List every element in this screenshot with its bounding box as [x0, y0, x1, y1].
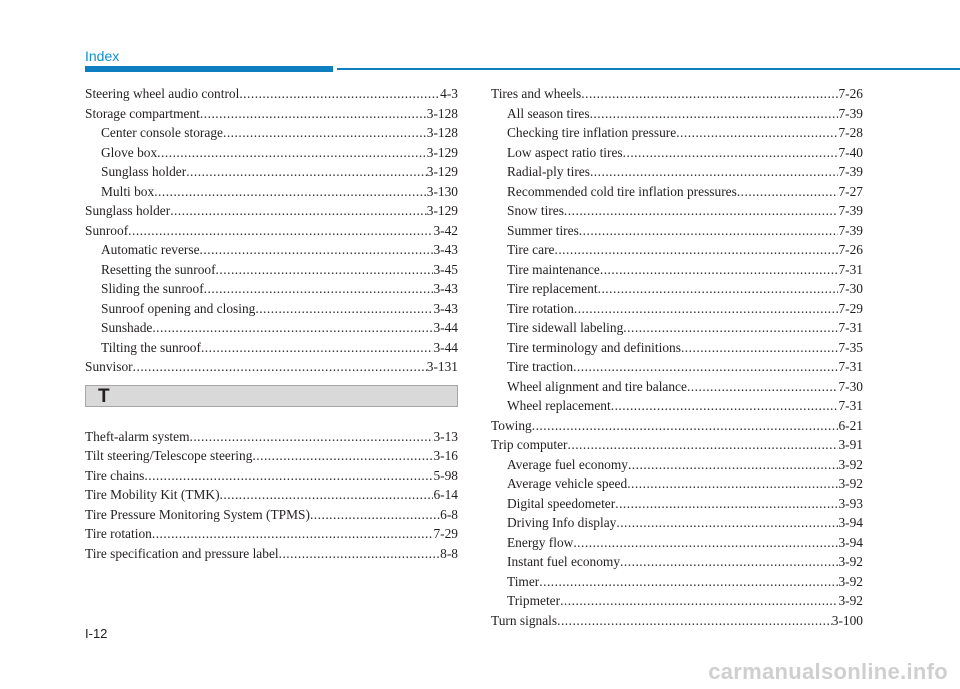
- entry-page: 3-42: [433, 222, 458, 238]
- entry-text: Checking tire inflation pressure: [507, 125, 677, 140]
- dot-leader: [152, 318, 433, 338]
- dot-leader: [186, 162, 427, 182]
- entry-text: Sliding the sunroof: [101, 281, 204, 296]
- watermark: carmanualsonline.info: [708, 659, 948, 684]
- entry-text: Tire specification and pressure label: [85, 545, 279, 561]
- entry-page: 7-40: [838, 144, 863, 160]
- entry-page: 7-30: [838, 378, 863, 394]
- entry-page: 3-129: [426, 203, 458, 218]
- index-entry: [85, 221, 458, 241]
- entry-page: 3-92: [838, 593, 863, 608]
- dot-leader: [676, 123, 838, 143]
- entry-page: 3-100: [831, 612, 863, 628]
- dot-leader: [216, 260, 434, 280]
- left-entries-bottom: [85, 427, 458, 564]
- dot-leader: [600, 260, 839, 280]
- entry-page: 7-28: [838, 125, 863, 140]
- dot-leader: [590, 104, 839, 124]
- dot-leader: [279, 544, 441, 564]
- index-entry: [491, 201, 863, 221]
- entry-text: Tire care: [507, 242, 555, 257]
- index-entry: [491, 84, 863, 104]
- index-entry: [491, 474, 863, 494]
- entry-page: 3-94: [838, 534, 863, 550]
- dot-leader: [200, 240, 434, 260]
- entry-page: 6-14: [433, 487, 458, 502]
- dot-leader: [573, 533, 838, 553]
- section-letter: T: [98, 385, 110, 407]
- header-rule-thick: [85, 66, 333, 72]
- dot-leader: [539, 572, 838, 592]
- index-entry: [491, 396, 863, 416]
- index-entry: [491, 533, 863, 553]
- entry-text: Average fuel economy: [507, 456, 628, 472]
- index-entry: [491, 494, 863, 514]
- dot-leader: [579, 221, 839, 241]
- dot-leader: [310, 505, 440, 525]
- index-entry: [491, 221, 863, 241]
- entry-text: Turn signals: [491, 612, 558, 628]
- index-entry: [491, 611, 863, 631]
- entry-text: Tire rotation: [85, 526, 152, 541]
- entry-page: 3-128: [426, 125, 458, 140]
- entry-text: Trip computer: [491, 437, 568, 452]
- dot-leader: [170, 201, 427, 221]
- dot-leader: [598, 279, 839, 299]
- entry-text: Recommended cold tire inflation pressures: [507, 183, 737, 199]
- entry-text: Sunglass holder: [101, 164, 187, 179]
- entry-page: 3-131: [426, 359, 458, 374]
- index-entry: [85, 524, 458, 544]
- entry-text: Radial-ply tires: [507, 164, 590, 179]
- entry-text: All season tires: [507, 105, 590, 121]
- dot-leader: [564, 201, 839, 221]
- entry-text: Wheel replacement: [507, 398, 611, 413]
- dot-leader: [220, 485, 434, 505]
- entry-page: 3-129: [426, 144, 458, 160]
- entry-page: 3-44: [433, 320, 458, 335]
- dot-leader: [627, 474, 838, 494]
- entry-page: 7-27: [838, 183, 863, 199]
- dot-leader: [590, 162, 839, 182]
- index-entry: [85, 466, 458, 486]
- dot-leader: [615, 494, 838, 514]
- dot-leader: [574, 299, 839, 319]
- left-column: [85, 84, 458, 563]
- dot-leader: [133, 357, 427, 377]
- entry-text: Low aspect ratio tires: [507, 144, 623, 160]
- index-entry: [85, 201, 458, 221]
- entry-page: 3-43: [433, 281, 458, 296]
- entry-page: 3-129: [426, 164, 458, 179]
- index-entry: [491, 552, 863, 572]
- dot-leader: [223, 123, 427, 143]
- dot-leader: [623, 143, 839, 163]
- entry-text: Storage compartment: [85, 105, 200, 121]
- entry-text: Towing: [491, 417, 532, 433]
- entry-page: 7-31: [838, 261, 863, 277]
- entry-page: 7-35: [838, 339, 863, 355]
- entry-text: Digital speedometer: [507, 495, 616, 511]
- index-entry: [491, 513, 863, 533]
- index-entry: [491, 455, 863, 475]
- dot-leader: [189, 427, 433, 447]
- dot-leader: [128, 221, 433, 241]
- index-entry: [85, 123, 458, 143]
- entry-page: 3-91: [838, 437, 863, 452]
- index-entry: [85, 143, 458, 163]
- dot-leader: [255, 299, 433, 319]
- right-column: [491, 84, 863, 630]
- index-entry: [85, 485, 458, 505]
- index-entry: [491, 338, 863, 358]
- entry-text: Tire maintenance: [507, 261, 600, 277]
- entry-text: Snow tires: [507, 203, 564, 218]
- entry-page: 5-98: [433, 467, 458, 483]
- dot-leader: [616, 513, 838, 533]
- entry-text: Steering wheel audio control: [85, 86, 240, 101]
- entry-text: Tire chains: [85, 467, 145, 483]
- entry-page: 7-29: [838, 300, 863, 316]
- index-entry: [491, 572, 863, 592]
- entry-page: 7-39: [838, 203, 863, 218]
- dot-leader: [611, 396, 839, 416]
- entry-text: Sunshade: [101, 320, 153, 335]
- entry-page: 3-45: [433, 261, 458, 277]
- page-number: I-12: [85, 626, 108, 641]
- dot-leader: [554, 240, 838, 260]
- index-entry: [85, 299, 458, 319]
- index-entry: [491, 357, 863, 377]
- index-entry: [491, 299, 863, 319]
- dot-leader: [628, 455, 839, 475]
- entry-page: 3-128: [426, 105, 458, 121]
- index-entry: [85, 357, 458, 377]
- dot-leader: [532, 416, 839, 436]
- entry-page: 7-39: [838, 222, 863, 238]
- entry-text: Tire replacement: [507, 281, 598, 296]
- dot-leader: [568, 435, 839, 455]
- entry-text: Tire sidewall labeling: [507, 320, 624, 335]
- entry-page: 7-39: [838, 105, 863, 121]
- entry-text: Tire traction: [507, 359, 574, 374]
- entry-page: 4-3: [440, 86, 458, 101]
- index-entry: [491, 182, 863, 202]
- dot-leader: [154, 182, 427, 202]
- index-entry: [491, 162, 863, 182]
- entry-page: 3-94: [838, 515, 863, 530]
- index-entry: [85, 279, 458, 299]
- index-entry: [85, 162, 458, 182]
- dot-leader: [737, 182, 839, 202]
- entry-page: 3-92: [838, 476, 863, 491]
- right-entries: [491, 84, 863, 630]
- index-entry: [85, 446, 458, 466]
- entry-text: Driving Info display: [507, 515, 617, 530]
- entry-text: Glove box: [101, 144, 158, 160]
- index-entry: [85, 427, 458, 447]
- index-entry: [491, 591, 863, 611]
- entry-text: Tire Pressure Monitoring System (TPMS): [85, 506, 310, 522]
- dot-leader: [557, 611, 832, 631]
- entry-page: 3-43: [433, 300, 458, 316]
- dot-leader: [252, 446, 433, 466]
- index-entry: [491, 435, 863, 455]
- entry-page: 3-92: [838, 456, 863, 472]
- entry-text: Tilting the sunroof: [101, 339, 201, 355]
- entry-page: 7-31: [838, 320, 863, 335]
- dot-leader: [200, 104, 427, 124]
- index-entry: [491, 143, 863, 163]
- dot-leader: [687, 377, 839, 397]
- entry-text: Tire Mobility Kit (TMK): [85, 487, 220, 502]
- entry-page: 7-31: [838, 398, 863, 413]
- dot-leader: [152, 524, 434, 544]
- entry-page: 7-26: [838, 242, 863, 257]
- dot-leader: [581, 84, 838, 104]
- index-entry: [85, 544, 458, 564]
- entry-page: 3-92: [838, 554, 863, 569]
- dot-leader: [623, 318, 838, 338]
- entry-text: Energy flow: [507, 534, 574, 550]
- dot-leader: [157, 143, 427, 163]
- entry-text: Sunglass holder: [85, 203, 171, 218]
- entry-page: 3-130: [426, 183, 458, 199]
- index-header-title: Index: [85, 48, 120, 64]
- left-entries-top: [85, 84, 458, 377]
- index-entry: [491, 377, 863, 397]
- index-entry: [85, 84, 458, 104]
- entry-page: 3-43: [433, 242, 458, 257]
- dot-leader: [201, 338, 434, 358]
- dot-leader: [620, 552, 838, 572]
- index-entry: [85, 182, 458, 202]
- entry-page: 3-93: [838, 495, 863, 511]
- header-rule-thin: [337, 68, 960, 70]
- entry-text: Tires and wheels: [491, 86, 582, 101]
- section-header-t: [85, 385, 458, 407]
- entry-text: Automatic reverse: [101, 242, 200, 257]
- dot-leader: [681, 338, 839, 358]
- entry-page: 6-21: [838, 417, 863, 433]
- index-entry: [491, 416, 863, 436]
- entry-page: 3-16: [433, 448, 458, 463]
- dot-leader: [573, 357, 838, 377]
- entry-page: 3-92: [838, 573, 863, 589]
- index-entry: [491, 104, 863, 124]
- entry-text: Resetting the sunroof: [101, 261, 216, 277]
- entry-text: Multi box: [101, 183, 155, 199]
- index-entry: [85, 104, 458, 124]
- index-entry: [491, 279, 863, 299]
- entry-text: Wheel alignment and tire balance: [507, 378, 687, 394]
- index-entry: [491, 318, 863, 338]
- index-entry: [491, 260, 863, 280]
- entry-text: Average vehicle speed: [507, 476, 628, 491]
- entry-text: Tire terminology and definitions: [507, 339, 681, 355]
- entry-page: 7-39: [838, 164, 863, 179]
- entry-text: Timer: [507, 573, 540, 589]
- entry-text: Sunroof opening and closing: [101, 300, 256, 316]
- index-entry: [85, 318, 458, 338]
- entry-text: Theft-alarm system: [85, 428, 190, 444]
- index-entry: [85, 240, 458, 260]
- entry-page: 7-31: [838, 359, 863, 374]
- index-entry: [85, 338, 458, 358]
- entry-page: 8-8: [440, 545, 458, 561]
- index-entry: [491, 123, 863, 143]
- entry-page: 3-44: [433, 339, 458, 355]
- entry-text: Sunvisor: [85, 359, 133, 374]
- entry-page: 7-30: [838, 281, 863, 296]
- entry-text: Sunroof: [85, 222, 129, 238]
- entry-page: 6-8: [440, 506, 458, 522]
- entry-text: Tripmeter: [507, 593, 561, 608]
- dot-leader: [144, 466, 433, 486]
- dot-leader: [239, 84, 440, 104]
- dot-leader: [204, 279, 434, 299]
- entry-text: Center console storage: [101, 125, 223, 140]
- entry-page: 3-13: [433, 428, 458, 444]
- index-entry: [85, 505, 458, 525]
- entry-text: Instant fuel economy: [507, 554, 621, 569]
- index-entry: [85, 260, 458, 280]
- entry-text: Tire rotation: [507, 300, 574, 316]
- entry-text: Tilt steering/Telescope steering: [85, 448, 253, 463]
- entry-page: 7-26: [838, 86, 863, 101]
- entry-page: 7-29: [433, 526, 458, 541]
- index-entry: [491, 240, 863, 260]
- entry-text: Summer tires: [507, 222, 579, 238]
- dot-leader: [560, 591, 838, 611]
